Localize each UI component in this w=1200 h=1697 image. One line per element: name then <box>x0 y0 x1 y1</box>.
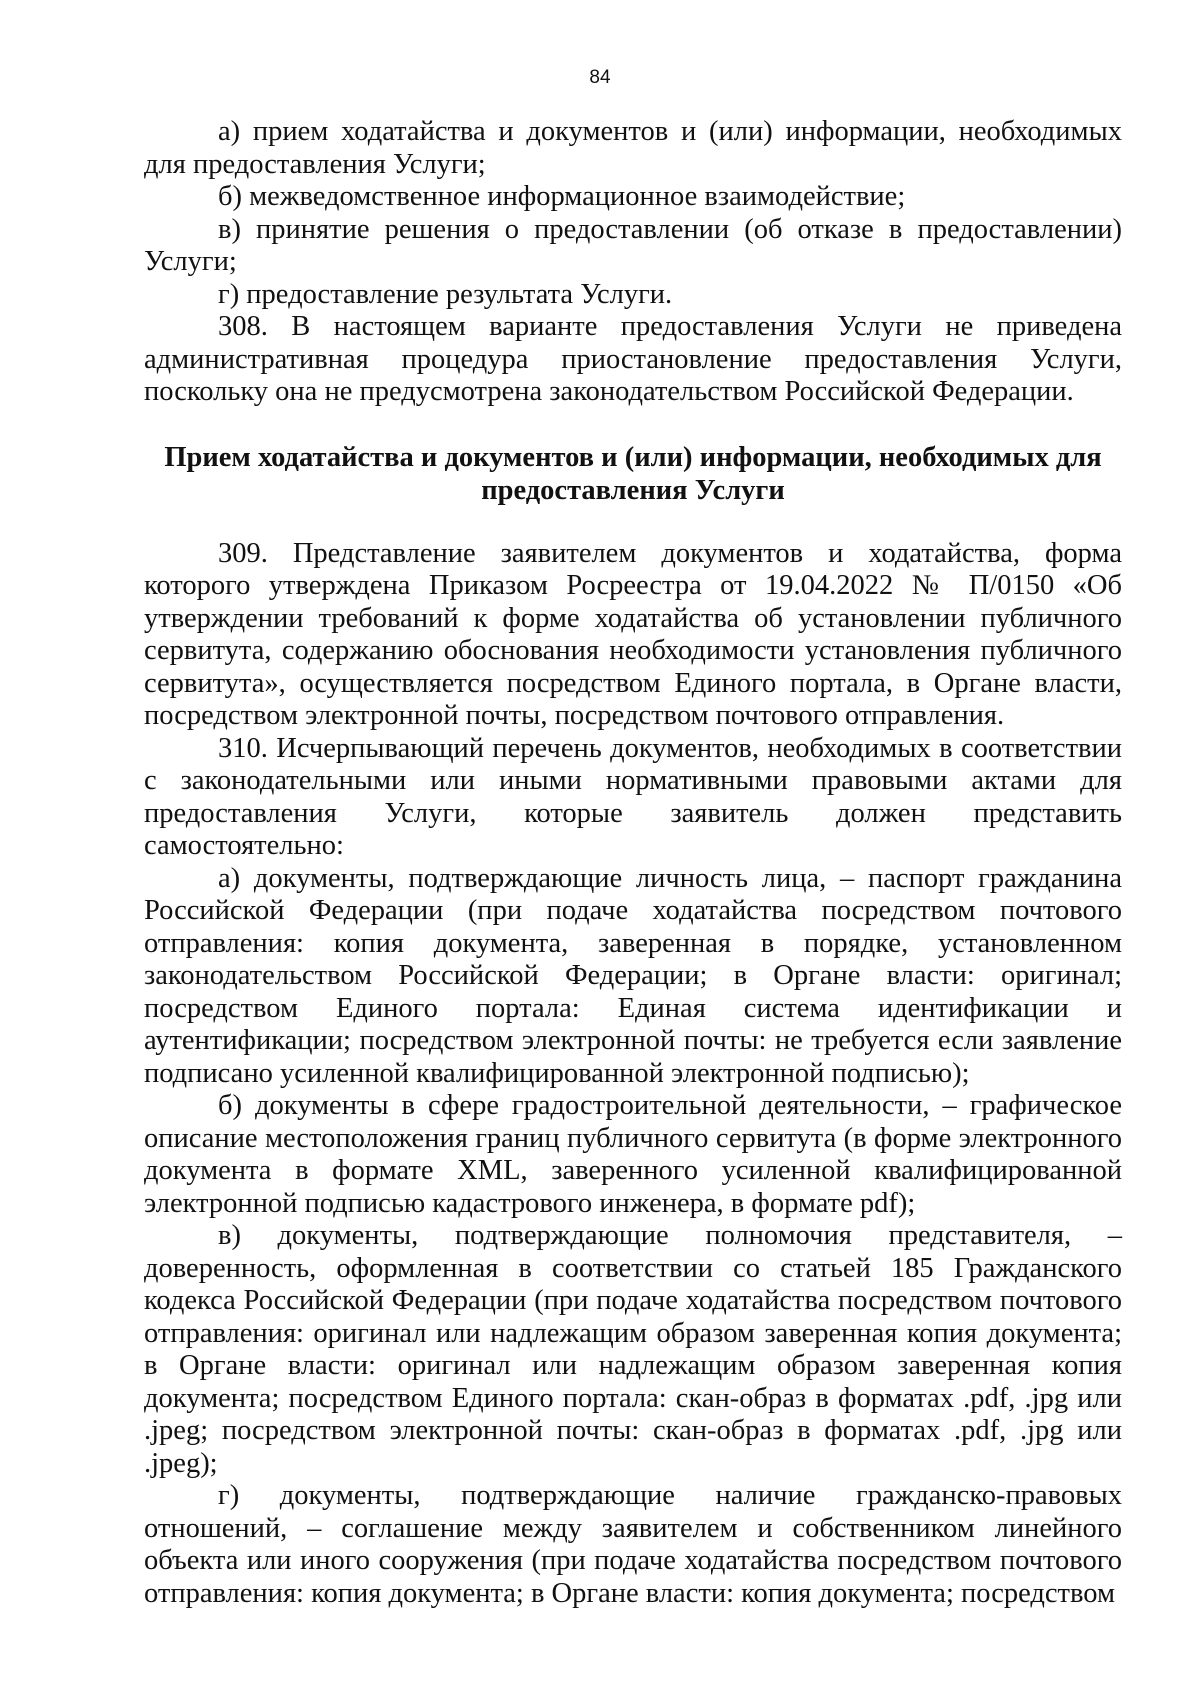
document-item-g: г) документы, подтверждающие наличие гражданско-правовых отношений, – соглашение между заявителем и собственником линейного объекта или иного сооружения (при подаче ходатайства посредством почтового отправления: копия документа; в Органе власти: копия документа; посредством <box>144 1480 1122 1609</box>
list-item-v: в) принятие решения о предоставлении (об отказе в предоставлении) Услуги; <box>144 213 1122 277</box>
page-number: 84 <box>589 67 611 88</box>
paragraph-310: 310. Исчерпывающий перечень документов, необходимых в соответствии с законодательными или иными нормативными правовыми актами для предоставления Услуги, которые заявитель должен представить самостоятельно: <box>144 732 1122 861</box>
paragraph-308: 308. В настоящем варианте предоставления Услуги не приведена административная процедура приостановление предоставления Услуги, поскольку она не предусмотрена законодательством Российской Федерации. <box>144 311 1122 407</box>
document-item-a: а) документы, подтверждающие личность лица, – паспорт гражданина Российской Федерации (при подаче ходатайства посредством почтового отправления: копия документа, заверенная в порядке, установленном законодательством Российской Федерации; в Органе власти: оригинал; посредством Единого портала: Единая система идентификации и аутентификации; посредством электронной почты: не требуется если заявление подписано усиленной квалифицированной электронной подписью); <box>144 862 1122 1089</box>
document-item-v: в) документы, подтверждающие полномочия представителя, – доверенность, оформленная в соответствии со статьей 185 Гражданского кодекса Российской Федерации (при подаче ходатайства посредством почтового отправления: оригинал или надлежащим образом заверенная копия документа; в Органе власти: оригинал или надлежащим образом заверенная копия документа; посредством Единого портала: скан-образ в форматах .pdf, .jpg или .jpeg; посредством электронной почты: скан-образ в форматах .pdf, .jpg или .jpeg); <box>144 1220 1122 1479</box>
list-item-b: б) межведомственное информационное взаимодействие; <box>218 181 906 212</box>
document-body <box>144 116 1122 1610</box>
document-item-b: б) документы в сфере градостроительной деятельности, – графическое описание местоположения границ публичного сервитута (в форме электронного документа в формате XML, заверенного усиленной квалифицированной электронной подписью кадастрового инженера, в формате pdf); <box>144 1090 1122 1219</box>
paragraph-309: 309. Представление заявителем документов и ходатайства, форма которого утверждена Приказом Росреестра от 19.04.2022 № П/0150 «Об утверждении требований к форме ходатайства об установлении публичного сервитута, содержанию обоснования необходимости установления публичного сервитута», осуществляется посредством Единого портала, в Органе власти, посредством электронной почты, посредством почтового отправления. <box>144 537 1122 731</box>
list-item-a: а) прием ходатайства и документов и (или) информации, необходимых для предоставления Услуги; <box>144 116 1122 180</box>
section-heading: Прием ходатайства и документов и (или) информации, необходимых для предоставления Услуги <box>164 441 1102 506</box>
list-item-g: г) предоставление результата Услуги. <box>218 278 673 310</box>
